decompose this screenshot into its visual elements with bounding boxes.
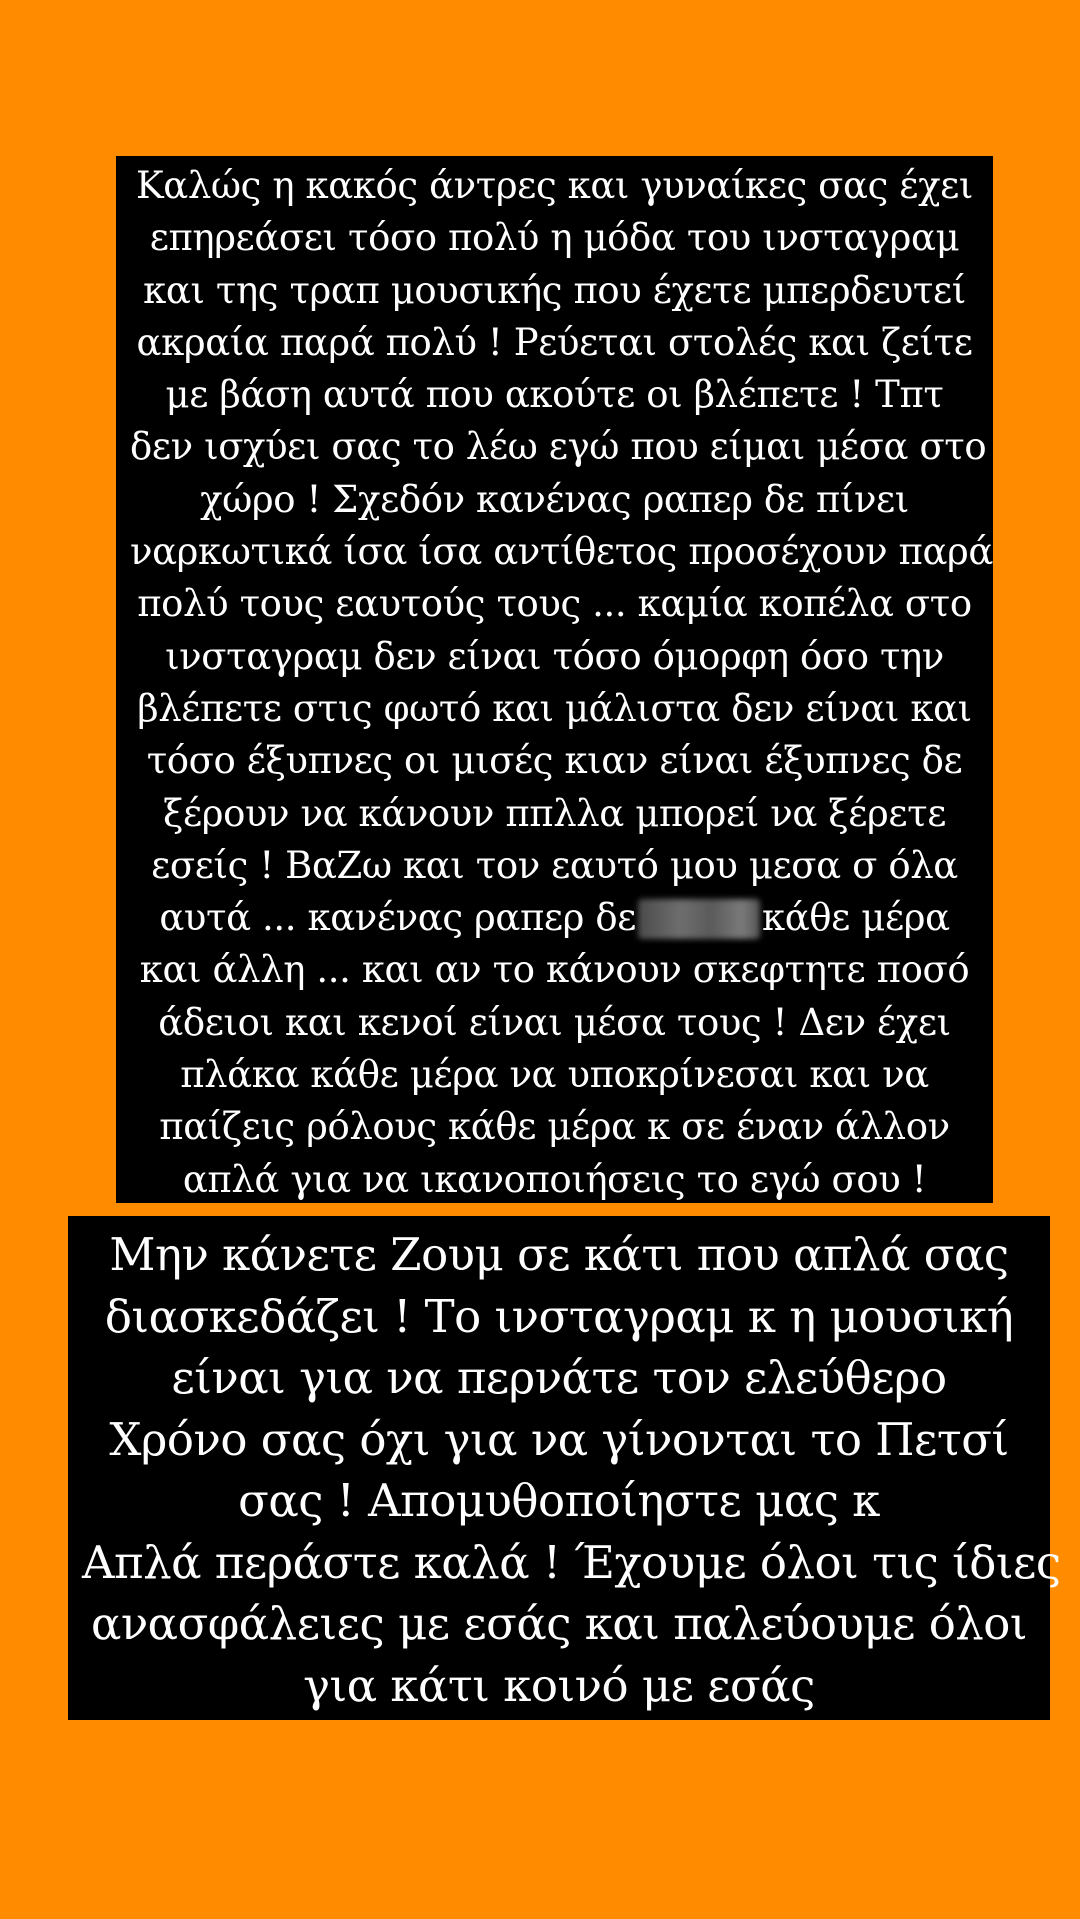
- text-line: ανασφάλειες με εσάς και παλεύουμε όλοι: [90, 1597, 1028, 1650]
- text-line: Μην κάνετε Ζουμ σε κάτι που απλά σας: [109, 1228, 1009, 1281]
- text-line-redacted: [130, 892, 979, 944]
- story-text-block-2: [68, 1216, 1061, 1720]
- text-line: και άλλη ... και αν το κάνουν σκεφτητε ποσό: [139, 948, 970, 992]
- blur-redaction: [638, 899, 760, 939]
- text-line: εσείς ! ΒαΖω και τον εαυτό μου μεσα σ όλα: [151, 843, 958, 887]
- text-line: διασκεδάζει ! Το ινσταγραμ κ η μουσική: [104, 1289, 1014, 1343]
- text-line: ναρκωτικά ίσα ίσα αντίθετος προσέχουν παρά: [130, 530, 993, 574]
- text-line: επηρεάσει τόσο πολύ η μόδα του ινσταγραμ: [149, 216, 960, 260]
- text-line: τόσο έξυπνες οι μισές κιαν είναι έξυπνες δε: [146, 739, 963, 783]
- text-line: Καλώς η κακός άντρες και γυναίκες σας έχει: [136, 164, 973, 207]
- text-segment: αυτά ... κανένας ραπερ δε: [159, 896, 636, 940]
- text-line: ακραία παρά πολύ ! Ρεύεται στολές και ζείτε: [136, 320, 973, 364]
- text-line: πολύ τους εαυτούς τους ... καμία κοπέλα στο: [137, 582, 972, 626]
- text-line: Χρόνο σας όχι για να γίνονται το Πετσί: [109, 1412, 1009, 1466]
- story-text-block-1: [116, 156, 993, 1203]
- text-line: και της τραπ μουσικής που έχετε μπερδευτεί: [143, 268, 966, 312]
- text-line: δεν ισχύει σας το λέω εγώ που είμαι μέσα στο: [130, 425, 987, 469]
- text-line: ινσταγραμ δεν είναι τόσο όμορφη όσο την: [165, 634, 944, 678]
- text-line: απλά για να ικανοποιήσεις το εγώ σου !: [182, 1157, 927, 1201]
- text-line: σας ! Απομυθοποίηστε μας κ: [238, 1474, 880, 1527]
- text-segment: κάθε μέρα: [761, 896, 950, 940]
- text-line: παίζεις ρόλους κάθε μέρα κ σε έναν άλλον: [159, 1105, 950, 1149]
- text-line: βλέπετε στις φωτό και μάλιστα δεν είναι και: [137, 686, 972, 730]
- text-line: άδειοι και κενοί είναι μέσα τους ! Δεν έχει: [158, 1000, 951, 1044]
- text-line: είναι για να περνάτε τον ελεύθερο: [171, 1351, 947, 1404]
- text-line: για κάτι κοινό με εσάς: [303, 1658, 815, 1712]
- text-line: χώρο ! Σχεδόν κανένας ραπερ δε πίνει: [200, 477, 909, 521]
- text-line: Απλά περάστε καλά ! Έχουμε όλοι τις ίδιες: [82, 1535, 1061, 1589]
- text-line: με βάση αυτά που ακούτε οι βλέπετε ! Τπτ: [165, 373, 944, 417]
- text-line: ξέρουν να κάνουν ππλλα μπορεί να ξέρετε: [162, 791, 947, 835]
- text-line: πλάκα κάθε μέρα να υποκρίνεσαι και να: [180, 1053, 929, 1097]
